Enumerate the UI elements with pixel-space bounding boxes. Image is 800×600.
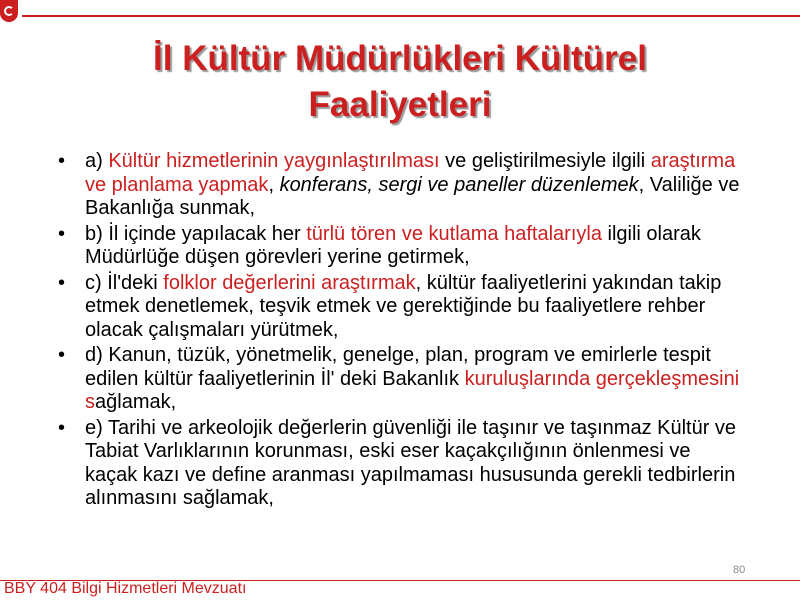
bullet-highlight: Kültür hizmetlerinin yaygınlaştırılması [108, 150, 440, 172]
bullet-marker: • [58, 222, 66, 245]
bullet-text: a) [85, 150, 109, 172]
top-rule-center-right [406, 15, 602, 17]
bullet-marker: • [58, 150, 66, 172]
slide-title-line-1: İl Kültür Müdürlükleri Kültürel [153, 39, 647, 78]
bullet-text: ağlamak, [95, 391, 177, 413]
slide-title [30, 36, 770, 128]
course-footer: BBY 404 Bilgi Hizmetleri Mevzuatı [4, 580, 247, 597]
top-rule-center-left [210, 15, 406, 17]
bullet-item-a [58, 150, 748, 221]
bullet-highlight: araştırma ve planlama yapmak [85, 150, 736, 196]
bullet-item-c [58, 272, 748, 343]
bullet-text: c) İl'deki [85, 271, 164, 294]
bullet-text: ilgili olarak Müdürlüğe düşen görevleri yerine getirmek, [85, 222, 701, 268]
bullet-marker: • [58, 271, 66, 294]
top-rule-right [602, 15, 800, 17]
bullet-item-d [58, 344, 748, 415]
bullet-text: ve geliştirilmesiyle ilgili [439, 150, 651, 172]
bullet-text: e) Tarihi ve arkeolojik değerlerin güvenliği ile taşınır ve taşınmaz Kültür ve Tabiat Varlıklarının korunması, eski eser kaçakçılığının önlenmesi ve kaçak kazı ve define aranması yapılmaması hususunda gerekli tedbirlerin alınmasını sağlamak, [85, 416, 737, 509]
university-logo-icon [0, 0, 18, 22]
bullet-highlight: kuruluşlarında gerçekleşmesini s [85, 367, 740, 413]
bullet-text: , kültür faaliyetlerini yakından takip etmek denetlemek, teşvik etmek ve gerektiğinde bu faaliyetlere rehber olacak çalışmaları yürütmek, [85, 271, 722, 341]
bullet-text: b) İl içinde yapılacak her [85, 222, 307, 245]
bullet-emphasis: konferans, sergi ve paneller düzenlemek [279, 173, 639, 196]
bullet-highlight: folklor değerlerini araştırmak [163, 271, 416, 294]
bullet-item-e [58, 417, 748, 511]
bullet-list [58, 150, 748, 513]
bullet-item-b [58, 223, 748, 270]
bullet-text: , Valiliğe ve Bakanlığa sunmak, [85, 173, 740, 219]
top-rule-left [22, 15, 212, 17]
bullet-text: , [268, 173, 280, 196]
bullet-highlight: türlü tören ve kutlama haftalarıyla [306, 222, 602, 245]
bullet-text: d) Kanun, tüzük, yönetmelik, genelge, plan, program ve emirlerle tespit edilen kültür faaliyetlerinin İl' deki Bakanlık [85, 344, 711, 390]
bullet-marker: • [58, 344, 66, 366]
logo-mark [4, 6, 14, 16]
bullet-marker: • [58, 416, 66, 439]
slide-title-line-2: Faaliyetleri [308, 85, 492, 124]
page-number: 80 [733, 564, 746, 576]
